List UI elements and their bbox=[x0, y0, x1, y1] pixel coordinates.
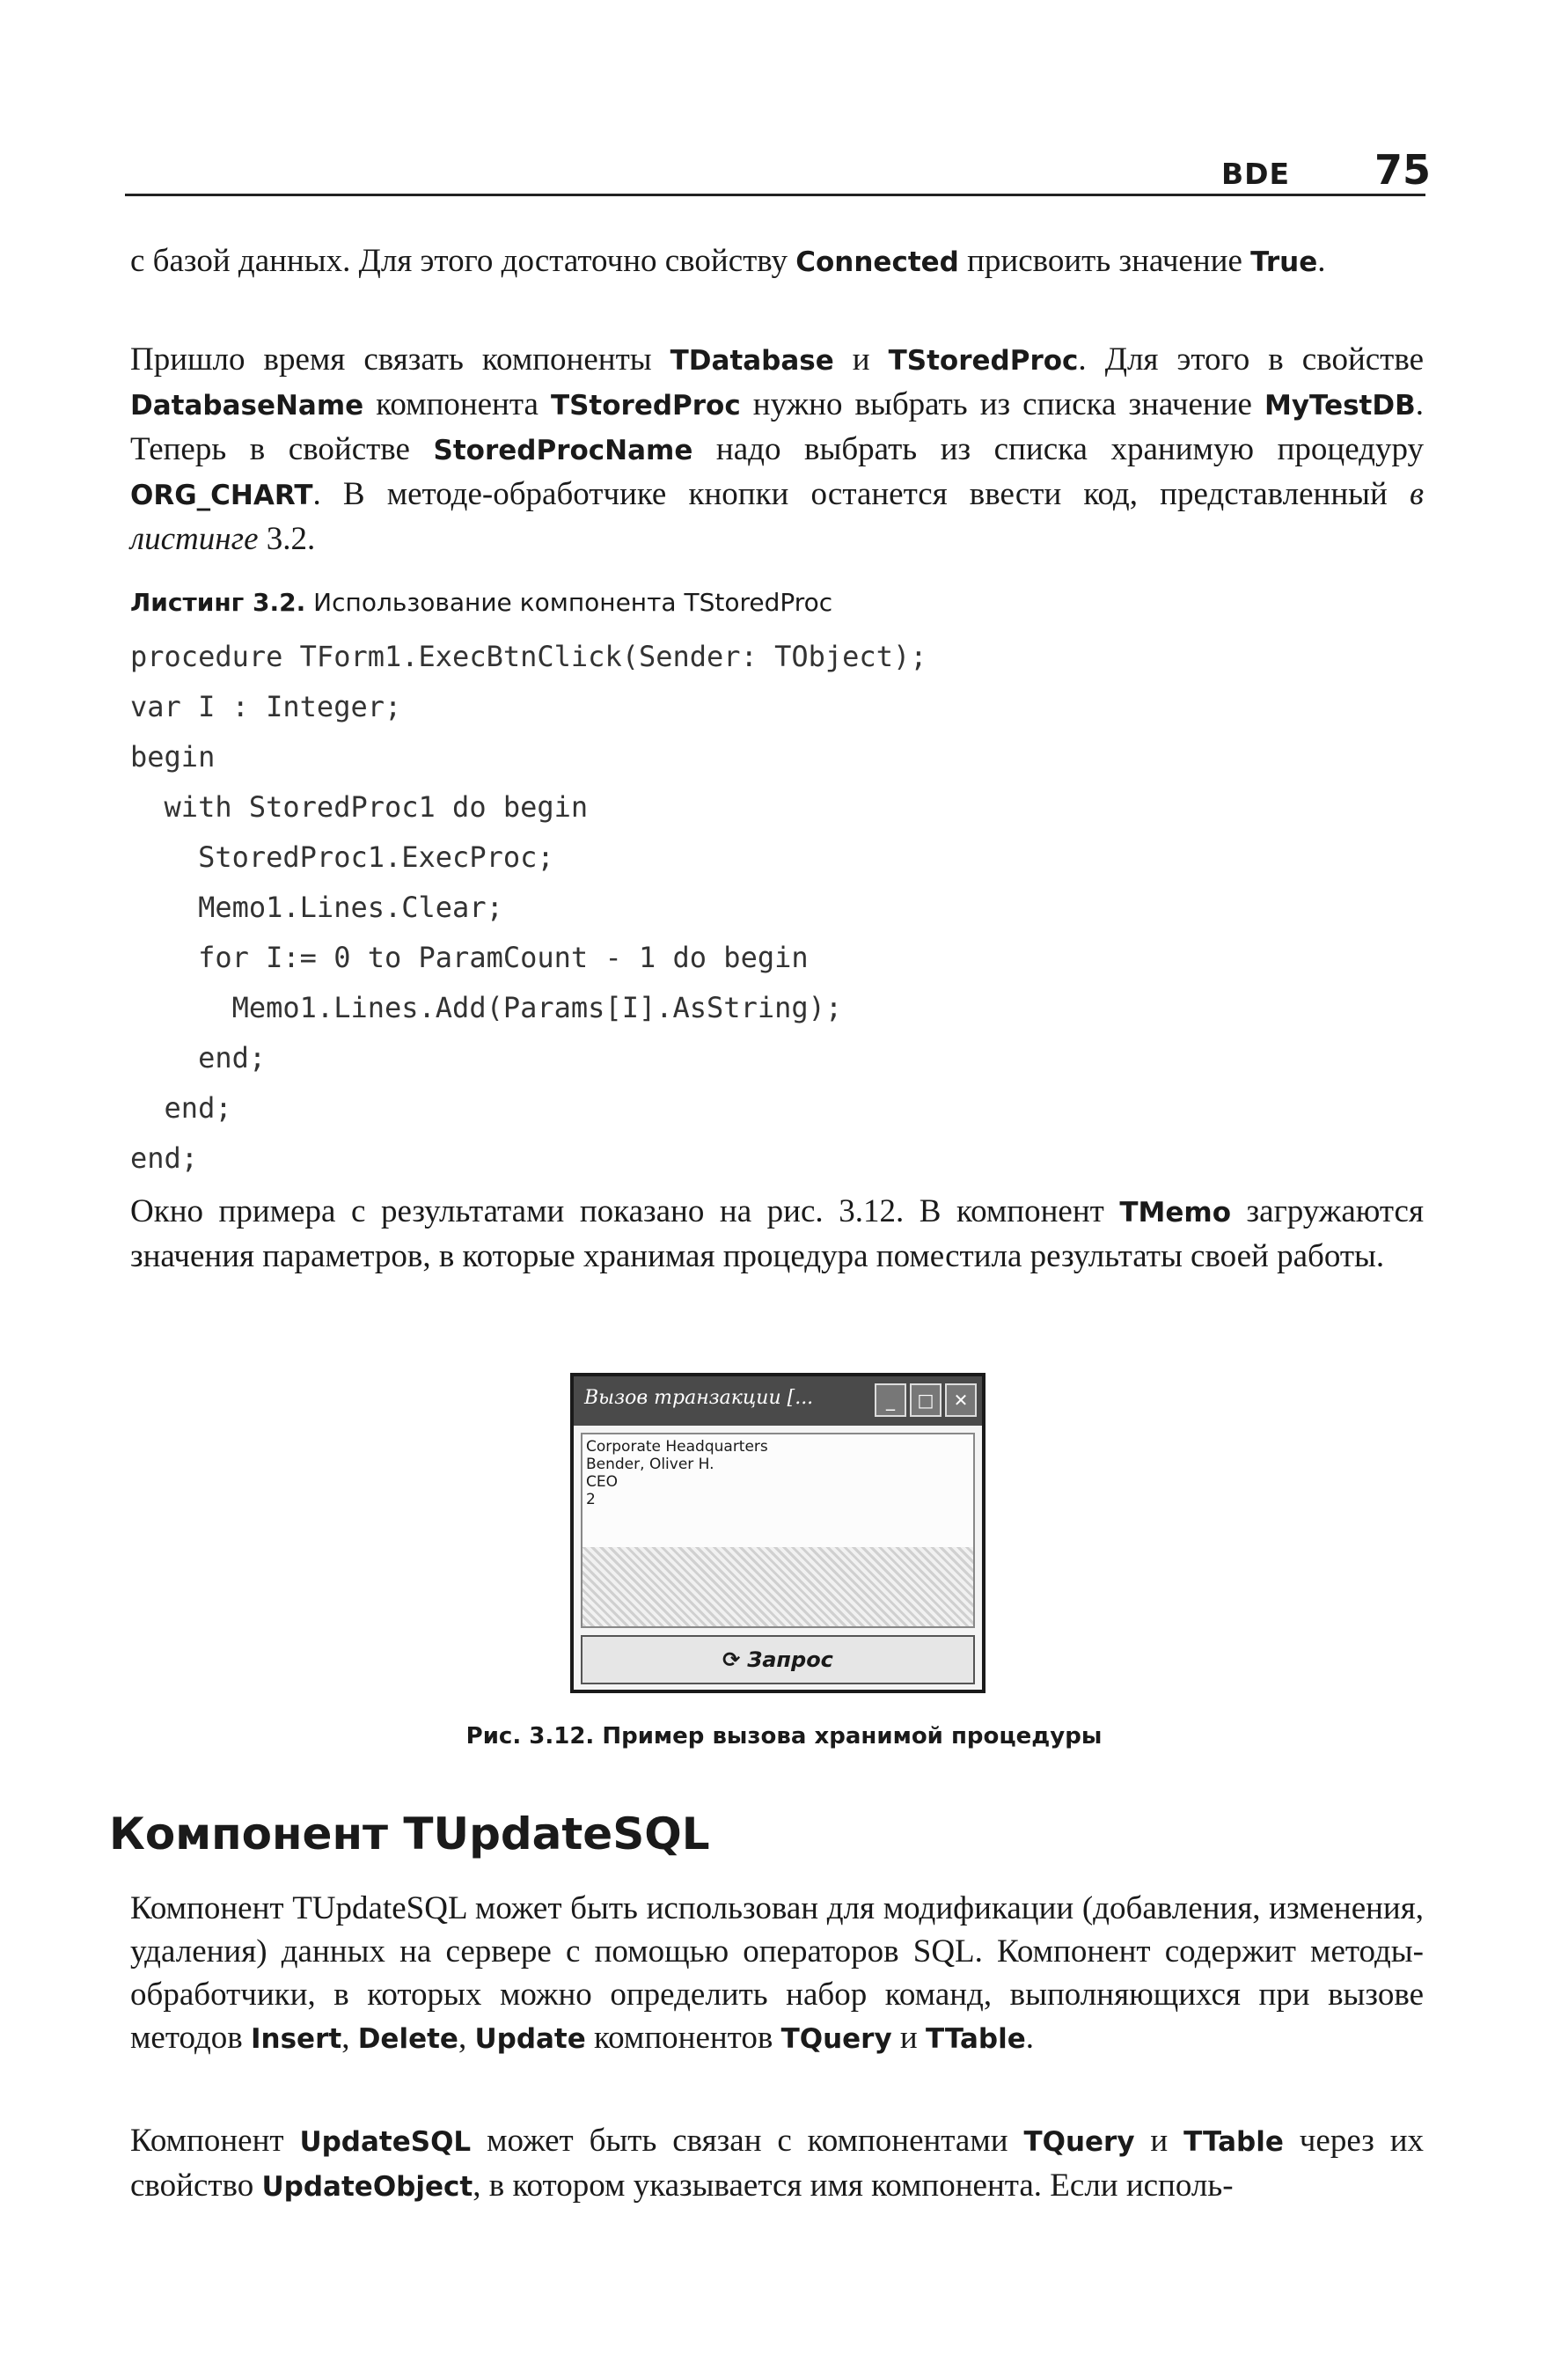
code-line: StoredProc1.ExecProc; bbox=[130, 840, 554, 874]
memo-line: Bender, Oliver H. bbox=[586, 1456, 714, 1473]
memo-line: Corporate Headquarters bbox=[586, 1438, 768, 1456]
listing-title: Использование компонента TStoredProc bbox=[305, 588, 833, 617]
figure-caption bbox=[0, 1723, 1568, 1749]
page-number: 75 bbox=[1374, 146, 1432, 194]
window-title: Вызов транзакции [... bbox=[584, 1387, 814, 1409]
section-heading: Компонент TUpdateSQL bbox=[109, 1808, 710, 1860]
query-button-label: Запрос bbox=[747, 1647, 833, 1672]
paragraph-4: Компонент TUpdateSQL может быть использован для модификации (добавления, изменения, удаления) данных на сервере с помощью операторов SQL. Компонент содержит методы-обработчики, в которых можно определить набор команд, выполняющихся при вызове методов Insert, Delete, Update компонентов TQuery и TTable. bbox=[130, 1890, 1424, 2056]
memo-background-pattern bbox=[583, 1547, 973, 1626]
minimize-icon[interactable]: _ bbox=[875, 1383, 906, 1417]
code-line: Memo1.Lines.Clear; bbox=[130, 891, 503, 924]
code-listing bbox=[130, 632, 927, 1184]
code-line: end; bbox=[130, 1141, 199, 1175]
figure-caption-label: Рис. 3.12. bbox=[465, 1723, 595, 1749]
code-line: end; bbox=[130, 1091, 232, 1125]
memo-line: CEO bbox=[586, 1473, 618, 1491]
code-line: var I : Integer; bbox=[130, 690, 402, 723]
listing-caption bbox=[130, 588, 832, 617]
code-line: procedure TForm1.ExecBtnClick(Sender: TObject); bbox=[130, 640, 927, 673]
example-window bbox=[570, 1373, 985, 1693]
close-icon[interactable]: ✕ bbox=[945, 1383, 977, 1417]
listing-label: Листинг 3.2. bbox=[130, 588, 306, 617]
maximize-icon[interactable]: □ bbox=[910, 1383, 942, 1417]
code-line: for I:= 0 to ParamCount - 1 do begin bbox=[130, 941, 809, 974]
paragraph-5: Компонент UpdateSQL может быть связан с компонентами TQuery и TTable через их свойство UpdateObject, в котором указывается имя компонента. Если исполь- bbox=[130, 2123, 1424, 2204]
code-line: with StoredProc1 do begin bbox=[130, 790, 589, 824]
paragraph-1: с базой данных. Для этого достаточно свойству Connected присвоить значение True. bbox=[130, 243, 1326, 279]
paragraph-3: Окно примера с результатами показано на рис. 3.12. В компонент TMemo загружаются значения параметров, в которые хранимая процедура поместила результаты своей работы. bbox=[130, 1193, 1424, 1274]
window-title-bar bbox=[574, 1376, 982, 1426]
query-button[interactable] bbox=[581, 1635, 975, 1684]
refresh-icon: ⟳ bbox=[722, 1647, 741, 1672]
code-line: Memo1.Lines.Add(Params[I].AsString); bbox=[130, 991, 843, 1024]
memo-line: 2 bbox=[586, 1491, 596, 1508]
figure-caption-text: Пример вызова хранимой процедуры bbox=[594, 1723, 1103, 1749]
memo-field[interactable] bbox=[581, 1433, 975, 1628]
paragraph-2: Пришло время связать компоненты TDatabase и TStoredProc. Для этого в свойстве DatabaseName компонента TStoredProc нужно выбрать из списка значение MyTestDB. Теперь в свойстве StoredProcName надо выбрать из списка хранимую процедуру ORG_CHART. В методе-обработчике кнопки останется ввести код, представленный в листинге 3.2. bbox=[130, 341, 1425, 557]
header-rule bbox=[125, 194, 1425, 196]
code-line: end; bbox=[130, 1041, 267, 1075]
running-header-section: BDE bbox=[1221, 157, 1291, 191]
code-line: begin bbox=[130, 740, 216, 774]
